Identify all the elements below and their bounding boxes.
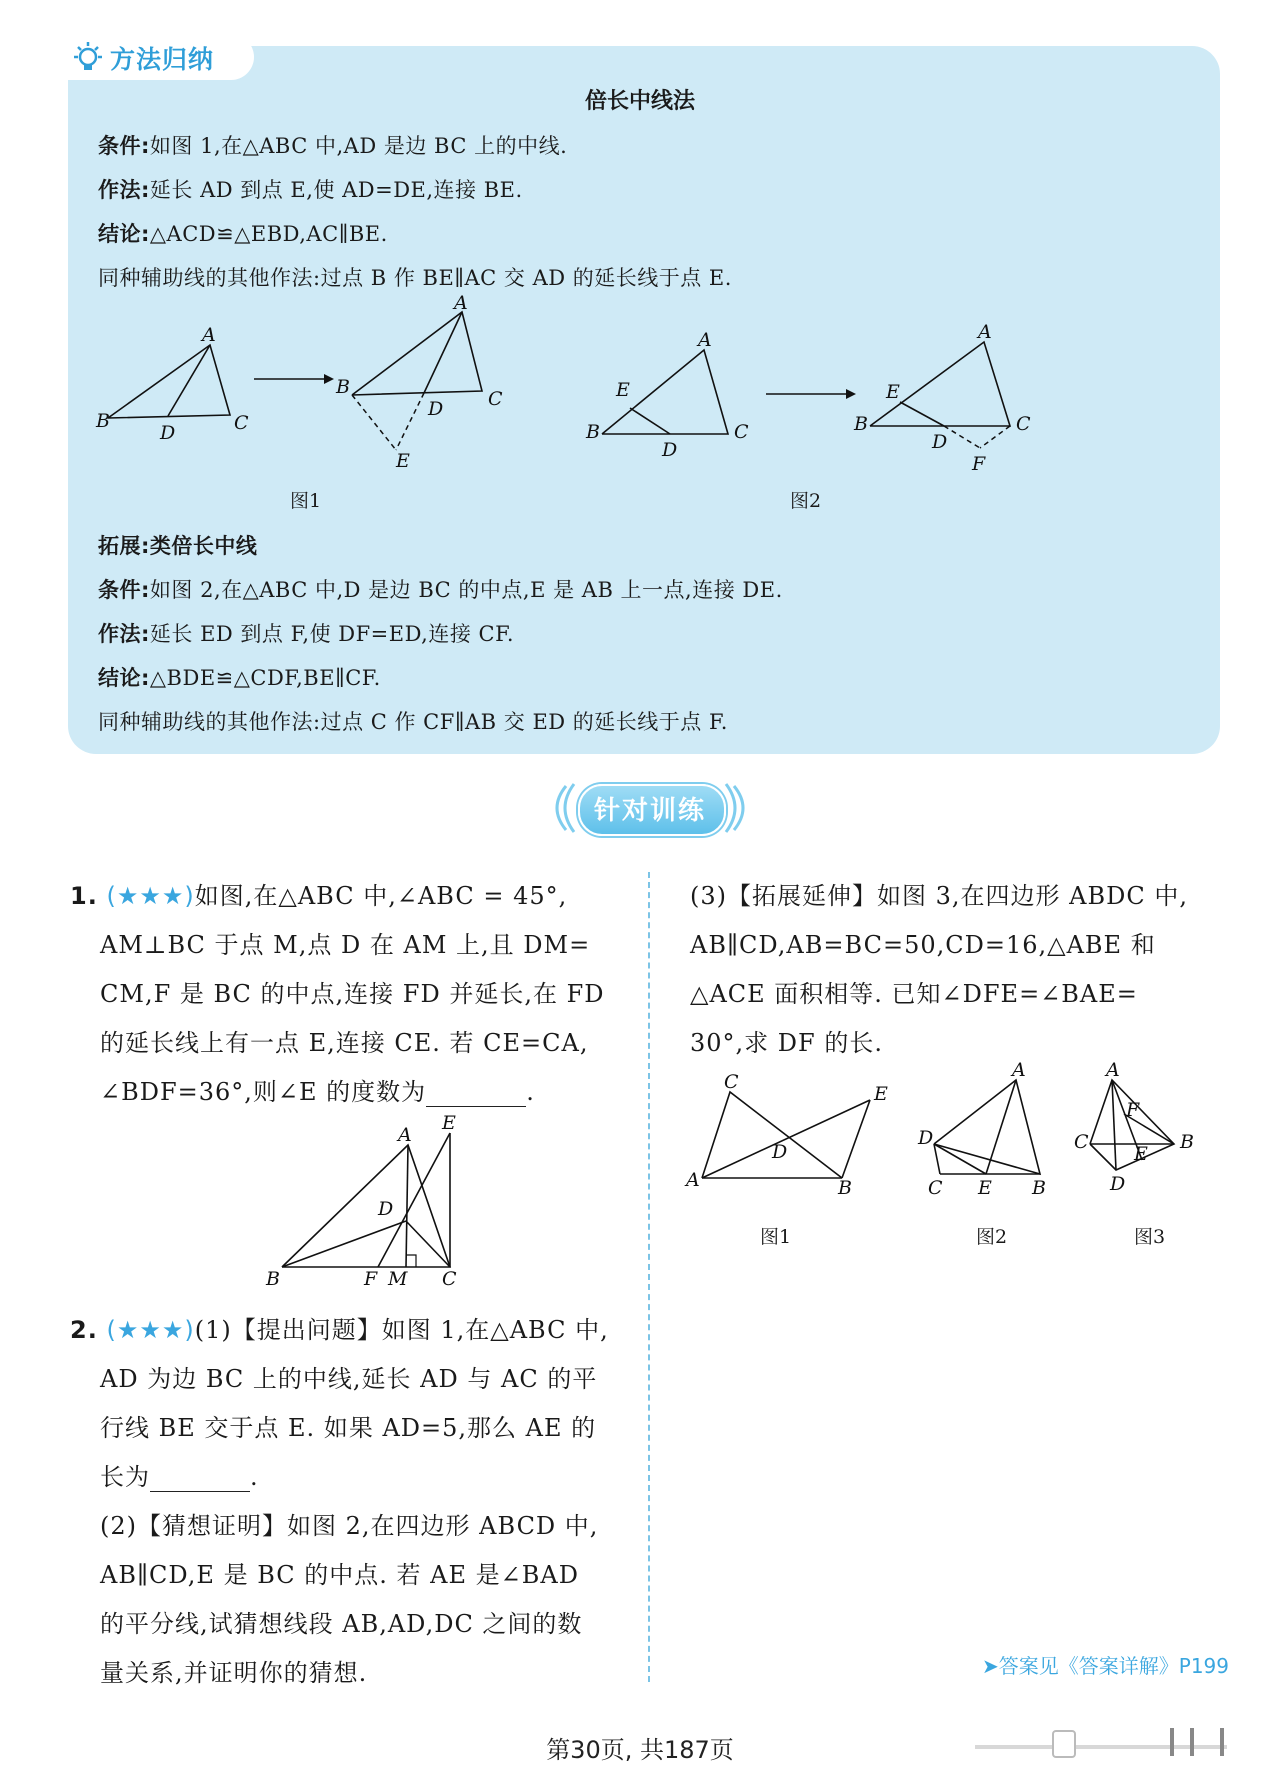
problem-2-line-8: 量关系,并证明你的猜想.: [100, 1659, 368, 1687]
svg-text:F: F: [1126, 1099, 1140, 1121]
problem-2-line-6: AB∥CD,E 是 BC 的中点. 若 AE 是∠BAD: [100, 1561, 579, 1589]
svg-text:C: C: [1016, 413, 1031, 435]
svg-text:M: M: [388, 1268, 408, 1290]
problem-2-line-1: 2. (★★★)(1)【提出问题】如图 1,在△ABC 中,: [70, 1316, 609, 1344]
svg-text:F: F: [364, 1268, 378, 1290]
svg-text:E: E: [886, 381, 900, 403]
svg-text:D: D: [1110, 1173, 1126, 1195]
svg-text:A: A: [978, 321, 992, 343]
svg-text:E: E: [978, 1177, 992, 1199]
training-title: 针对训练: [593, 796, 706, 826]
problem-2-part3-line-1: (3)【拓展延伸】如图 3,在四边形 ABDC 中,: [690, 882, 1188, 910]
svg-text:A: A: [698, 329, 712, 351]
ext-method-line: 作法:延长 ED 到点 F,使 DF=ED,连接 CF.: [98, 622, 515, 646]
svg-text:D: D: [918, 1127, 934, 1149]
p2-fig2-caption: 图2: [976, 1226, 1008, 1248]
p2-fig1-caption: 图1: [760, 1226, 792, 1248]
svg-text:A: A: [686, 1169, 700, 1191]
problem-1-line-4: 的延长线上有一点 E,连接 CE. 若 CE=CA,: [100, 1029, 589, 1057]
svg-text:B: B: [1032, 1177, 1046, 1199]
svg-text:C: C: [442, 1268, 457, 1290]
ext-condition-line: 条件:如图 2,在△ABC 中,D 是边 BC 的中点,E 是 AB 上一点,连接 DE.: [98, 578, 783, 602]
svg-text:A: A: [1012, 1060, 1026, 1081]
label-A: A: [202, 324, 216, 346]
svg-text:B: B: [1180, 1131, 1194, 1153]
ext-alternative-line: 同种辅助线的其他作法:过点 C 作 CF∥AB 交 ED 的延长线于点 F.: [98, 710, 728, 734]
answer-blank[interactable]: [150, 1469, 250, 1492]
label-D: D: [160, 422, 176, 444]
conclusion-line: 结论:△ACD≌△EBD,AC∥BE.: [98, 222, 388, 246]
figure-2-diagrams: [570, 320, 1040, 490]
extension-title: 拓展:类倍长中线: [98, 534, 258, 558]
method-header-title: 方法归纳: [110, 45, 215, 74]
svg-text:D: D: [932, 431, 948, 453]
figure-2-caption: 图2: [790, 490, 822, 512]
method-line: 作法:延长 AD 到点 E,使 AD=DE,连接 BE.: [98, 178, 523, 202]
svg-text:E: E: [874, 1083, 888, 1105]
svg-text:E: E: [616, 379, 630, 401]
problem-2-part3-line-2: AB∥CD,AB=BC=50,CD=16,△ABE 和: [690, 931, 1156, 959]
method-heading: 倍长中线法: [584, 89, 695, 114]
problem-1-line-1: 1. (★★★)如图,在△ABC 中,∠ABC = 45°,: [70, 882, 568, 910]
problem-2-line-4: 长为 .: [100, 1463, 259, 1491]
column-divider: [648, 872, 650, 1682]
svg-text:E: E: [442, 1115, 456, 1134]
problem-2-line-2: AD 为边 BC 上的中线,延长 AD 与 AC 的平: [100, 1365, 598, 1393]
svg-text:E: E: [1134, 1143, 1148, 1165]
svg-text:B: B: [838, 1177, 852, 1199]
problem-2-line-3: 行线 BE 交于点 E. 如果 AD=5,那么 AE 的: [100, 1414, 597, 1442]
svg-text:A: A: [1106, 1060, 1120, 1081]
svg-text:B: B: [266, 1268, 280, 1290]
svg-text:C: C: [928, 1177, 943, 1199]
training-header: [540, 778, 760, 838]
problem-2-line-5: (2)【猜想证明】如图 2,在四边形 ABCD 中,: [100, 1512, 599, 1540]
svg-text:D: D: [428, 398, 444, 420]
svg-text:B: B: [336, 376, 350, 398]
answer-blank[interactable]: [426, 1084, 526, 1107]
problem-1-diagram: [260, 1115, 480, 1295]
figure-1-caption: 图1: [290, 490, 322, 512]
lightbulb-icon: [70, 40, 106, 76]
label-B: B: [96, 410, 110, 432]
ext-conclusion-line: 结论:△BDE≌△CDF,BE∥CF.: [98, 666, 381, 690]
problem-1-line-2: AM⊥BC 于点 M,点 D 在 AM 上,且 DM=: [100, 931, 591, 959]
alternative-line: 同种辅助线的其他作法:过点 B 作 BE∥AC 交 AD 的延长线于点 E.: [98, 266, 732, 290]
svg-text:E: E: [396, 450, 410, 472]
problem-2-part3-line-4: 30°,求 DF 的长.: [690, 1029, 883, 1057]
svg-text:D: D: [378, 1198, 394, 1220]
problem-1-line-5: ∠BDF=36°,则∠E 的度数为 .: [100, 1078, 535, 1106]
p2-fig3-caption: 图3: [1134, 1226, 1166, 1248]
problem-2-part3-line-3: △ACE 面积相等. 已知∠DFE=∠BAE=: [690, 980, 1138, 1008]
svg-text:B: B: [854, 413, 868, 435]
svg-text:D: D: [772, 1141, 788, 1163]
svg-text:C: C: [1074, 1131, 1089, 1153]
problem-2-line-7: 的平分线,试猜想线段 AB,AD,DC 之间的数: [100, 1610, 583, 1638]
svg-text:C: C: [734, 421, 749, 443]
figure-1-diagrams: [90, 295, 530, 475]
svg-text:C: C: [488, 388, 503, 410]
svg-text:F: F: [972, 453, 986, 475]
svg-text:D: D: [662, 439, 678, 461]
svg-text:A: A: [454, 295, 468, 314]
problem-1-line-3: CM,F 是 BC 的中点,连接 FD 并延长,在 FD: [100, 980, 605, 1008]
svg-text:B: B: [586, 421, 600, 443]
svg-text:C: C: [724, 1071, 739, 1093]
condition-line: 条件:如图 1,在△ABC 中,AD 是边 BC 上的中线.: [98, 134, 568, 158]
answer-reference: ➤答案见《答案详解》P199: [982, 1654, 1229, 1678]
page-number: 第30页, 共187页: [546, 1736, 734, 1764]
svg-text:A: A: [398, 1124, 412, 1146]
label-C: C: [234, 412, 249, 434]
